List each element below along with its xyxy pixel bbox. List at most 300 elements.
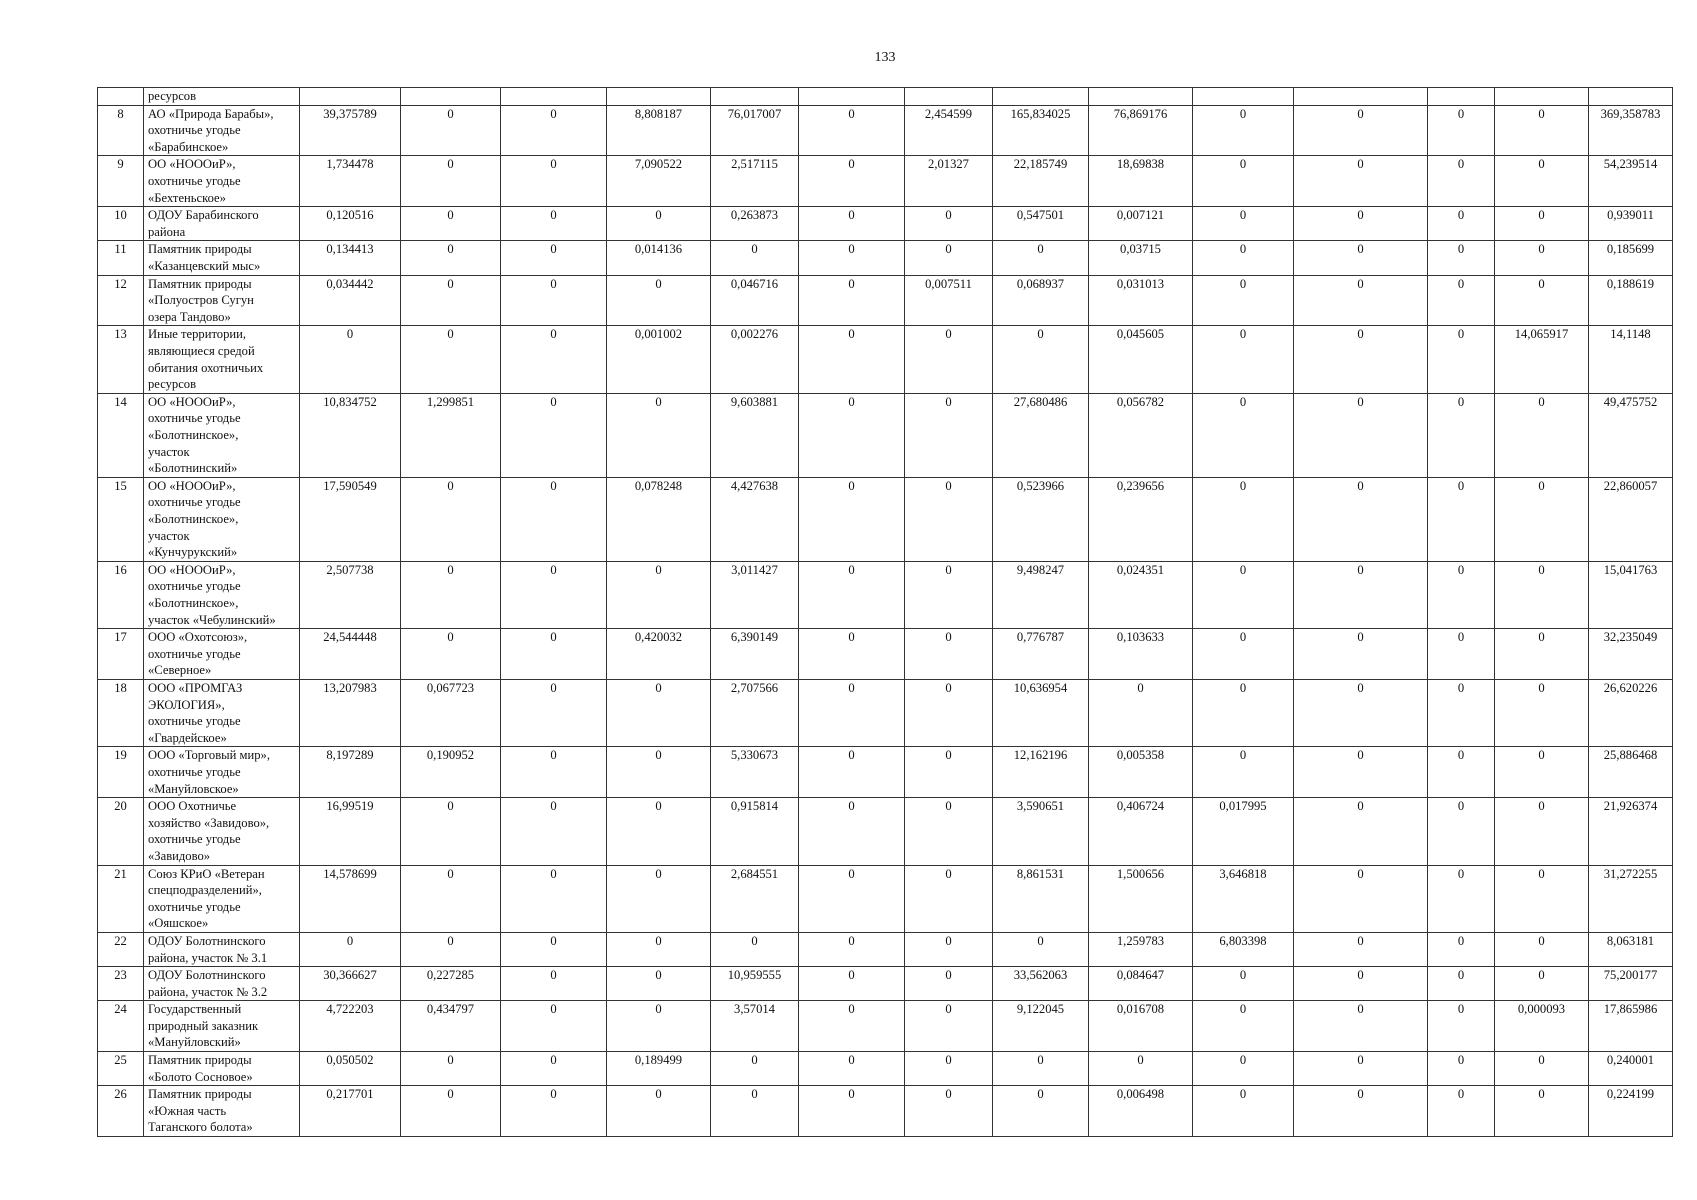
value-cell: 0 <box>1193 105 1294 156</box>
value-cell: 9,603881 <box>711 393 799 477</box>
value-cell: 0 <box>1428 1086 1495 1137</box>
value-cell: 0 <box>1495 629 1589 680</box>
value-cell: 0 <box>799 679 905 746</box>
value-cell: 10,636954 <box>993 679 1089 746</box>
value-cell: 0 <box>1495 747 1589 798</box>
territory-name-line: ООО Охотничье <box>148 799 237 814</box>
value-cell: 0 <box>1495 679 1589 746</box>
value-cell: 0 <box>905 629 993 680</box>
value-cell: 0 <box>1428 932 1495 966</box>
value-cell: 0 <box>1428 105 1495 156</box>
value-cell: 0 <box>711 1052 799 1086</box>
territory-name-cell <box>144 477 300 561</box>
value-cell: 0 <box>401 156 501 207</box>
value-cell: 0 <box>501 967 607 1001</box>
value-cell <box>799 88 905 106</box>
value-cell: 0 <box>607 561 711 628</box>
value-cell: 0,227285 <box>401 967 501 1001</box>
table-row <box>98 326 1673 393</box>
value-cell: 0 <box>607 865 711 932</box>
value-cell: 0,189499 <box>607 1052 711 1086</box>
row-number-cell <box>98 88 144 106</box>
territory-name-line: ООО «Торговый мир», <box>148 748 270 763</box>
value-cell: 0,915814 <box>711 798 799 865</box>
value-cell: 0 <box>1294 477 1428 561</box>
value-cell: 0 <box>993 326 1089 393</box>
value-cell: 7,090522 <box>607 156 711 207</box>
territory-name-line: «Завидово» <box>148 848 211 863</box>
value-cell: 0 <box>711 241 799 275</box>
value-cell: 24,544448 <box>300 629 401 680</box>
value-cell: 17,590549 <box>300 477 401 561</box>
value-cell: 165,834025 <box>993 105 1089 156</box>
value-cell: 0 <box>799 477 905 561</box>
territory-name-line: ОО «НОООиР», <box>148 157 236 172</box>
territory-name-line: «Южная часть <box>148 1103 227 1118</box>
value-cell <box>1495 88 1589 106</box>
row-number-cell: 19 <box>98 747 144 798</box>
territory-name-line: являющиеся средой <box>148 343 255 358</box>
value-cell: 0,190952 <box>401 747 501 798</box>
value-cell <box>1428 88 1495 106</box>
value-cell: 0 <box>1193 275 1294 326</box>
row-number-cell: 20 <box>98 798 144 865</box>
territory-name-line: охотничье угодье <box>148 411 241 426</box>
value-cell: 0 <box>501 393 607 477</box>
territory-name-cell <box>144 156 300 207</box>
value-cell: 0 <box>401 561 501 628</box>
value-cell: 0 <box>799 241 905 275</box>
value-cell: 0 <box>1428 1052 1495 1086</box>
value-cell: 0,045605 <box>1089 326 1193 393</box>
value-cell: 0 <box>1495 393 1589 477</box>
value-cell: 0 <box>401 798 501 865</box>
value-cell: 0 <box>905 865 993 932</box>
value-cell: 0,120516 <box>300 207 401 241</box>
value-cell: 2,507738 <box>300 561 401 628</box>
value-cell: 0 <box>1294 241 1428 275</box>
value-cell: 0 <box>607 207 711 241</box>
table-row <box>98 241 1673 275</box>
total-cell <box>1589 88 1673 106</box>
value-cell: 9,498247 <box>993 561 1089 628</box>
value-cell: 0 <box>1294 629 1428 680</box>
value-cell: 0 <box>501 679 607 746</box>
value-cell: 76,869176 <box>1089 105 1193 156</box>
value-cell: 0 <box>1294 326 1428 393</box>
value-cell: 0,016708 <box>1089 1001 1193 1052</box>
row-number-cell: 8 <box>98 105 144 156</box>
value-cell: 0 <box>1495 932 1589 966</box>
value-cell: 0,078248 <box>607 477 711 561</box>
value-cell: 0 <box>501 1052 607 1086</box>
value-cell: 0 <box>1495 156 1589 207</box>
value-cell: 2,707566 <box>711 679 799 746</box>
total-cell: 0,224199 <box>1589 1086 1673 1137</box>
territory-name-line: ресурсов <box>148 377 197 392</box>
value-cell: 0 <box>1294 967 1428 1001</box>
value-cell <box>1294 88 1428 106</box>
value-cell: 0 <box>799 629 905 680</box>
value-cell: 0 <box>1495 1086 1589 1137</box>
table-row <box>98 932 1673 966</box>
territory-name-cell <box>144 679 300 746</box>
territory-name-line: охотничье угодье <box>148 495 241 510</box>
value-cell: 0 <box>1294 393 1428 477</box>
row-number-cell: 12 <box>98 275 144 326</box>
territory-name-cell <box>144 88 300 106</box>
value-cell: 0 <box>905 241 993 275</box>
value-cell: 0 <box>1428 477 1495 561</box>
value-cell: 0,239656 <box>1089 477 1193 561</box>
value-cell: 0 <box>905 932 993 966</box>
value-cell: 0 <box>1428 967 1495 1001</box>
value-cell: 0 <box>401 865 501 932</box>
territory-name-line: ресурсов <box>148 89 197 103</box>
row-number-cell: 17 <box>98 629 144 680</box>
territory-name-cell <box>144 1086 300 1137</box>
territory-name-line: ОО «НОООиР», <box>148 394 236 409</box>
value-cell: 2,517115 <box>711 156 799 207</box>
value-cell: 0,523966 <box>993 477 1089 561</box>
value-cell: 0 <box>905 207 993 241</box>
value-cell: 14,065917 <box>1495 326 1589 393</box>
territory-name-line: охотничье угодье <box>148 714 241 729</box>
value-cell: 0,420032 <box>607 629 711 680</box>
value-cell: 0,103633 <box>1089 629 1193 680</box>
value-cell: 0 <box>1193 629 1294 680</box>
value-cell: 0,406724 <box>1089 798 1193 865</box>
value-cell: 0 <box>501 1086 607 1137</box>
value-cell: 0 <box>401 326 501 393</box>
value-cell: 0,776787 <box>993 629 1089 680</box>
value-cell: 0 <box>799 207 905 241</box>
value-cell: 0 <box>1193 241 1294 275</box>
table-row <box>98 156 1673 207</box>
table-row <box>98 275 1673 326</box>
territory-name-line: района <box>148 224 186 239</box>
territory-name-cell <box>144 967 300 1001</box>
total-cell: 0,188619 <box>1589 275 1673 326</box>
value-cell: 0 <box>300 932 401 966</box>
value-cell: 0 <box>1294 865 1428 932</box>
table-row <box>98 629 1673 680</box>
value-cell: 0 <box>607 932 711 966</box>
row-number-cell: 14 <box>98 393 144 477</box>
table-row <box>98 865 1673 932</box>
value-cell: 0 <box>300 326 401 393</box>
value-cell: 0,024351 <box>1089 561 1193 628</box>
table-row <box>98 747 1673 798</box>
value-cell: 0 <box>1089 1052 1193 1086</box>
total-cell: 75,200177 <box>1589 967 1673 1001</box>
territory-name-cell <box>144 207 300 241</box>
value-cell: 8,861531 <box>993 865 1089 932</box>
value-cell: 0 <box>607 393 711 477</box>
value-cell: 0 <box>1193 393 1294 477</box>
table-row <box>98 88 1673 106</box>
value-cell: 0 <box>993 1052 1089 1086</box>
value-cell: 0 <box>1495 967 1589 1001</box>
row-number-cell: 15 <box>98 477 144 561</box>
territory-name-line: ОДОУ Болотнинского <box>148 968 266 983</box>
value-cell: 0 <box>1294 561 1428 628</box>
total-cell: 31,272255 <box>1589 865 1673 932</box>
value-cell: 0 <box>501 798 607 865</box>
value-cell: 0 <box>799 275 905 326</box>
table-row <box>98 477 1673 561</box>
value-cell: 0 <box>401 105 501 156</box>
value-cell: 0,434797 <box>401 1001 501 1052</box>
value-cell: 0,000093 <box>1495 1001 1589 1052</box>
table-row <box>98 105 1673 156</box>
territory-name-line: АО «Природа Барабы», <box>148 106 274 121</box>
value-cell: 0 <box>1193 1052 1294 1086</box>
territory-name-line: ООО «ПРОМГАЗ <box>148 680 243 695</box>
value-cell: 0 <box>401 241 501 275</box>
value-cell <box>1089 88 1193 106</box>
row-number-cell: 10 <box>98 207 144 241</box>
value-cell: 39,375789 <box>300 105 401 156</box>
territory-name-line: ЭКОЛОГИЯ», <box>148 697 225 712</box>
territory-name-line: охотничье угодье <box>148 832 241 847</box>
total-cell: 54,239514 <box>1589 156 1673 207</box>
row-number-cell: 13 <box>98 326 144 393</box>
value-cell <box>711 88 799 106</box>
territory-name-line: охотничье угодье <box>148 646 241 661</box>
page-number: 133 <box>874 50 896 65</box>
table-row <box>98 1001 1673 1052</box>
value-cell: 0 <box>905 477 993 561</box>
total-cell: 49,475752 <box>1589 393 1673 477</box>
territory-name-line: Памятник природы <box>148 276 252 291</box>
territory-name-line: охотничье угодье <box>148 764 241 779</box>
territory-name-line: «Болото Сосновое» <box>148 1069 253 1084</box>
value-cell: 5,330673 <box>711 747 799 798</box>
row-number-cell: 24 <box>98 1001 144 1052</box>
value-cell: 0 <box>501 477 607 561</box>
value-cell: 0 <box>1193 967 1294 1001</box>
territory-name-line: «Болотнинский» <box>148 461 238 476</box>
table-body <box>98 88 1673 1137</box>
territory-name-line: «Казанцевский мыс» <box>148 258 261 273</box>
value-cell: 0,006498 <box>1089 1086 1193 1137</box>
value-cell: 0,001002 <box>607 326 711 393</box>
total-cell: 17,865986 <box>1589 1001 1673 1052</box>
value-cell: 0 <box>501 241 607 275</box>
value-cell: 0 <box>799 798 905 865</box>
value-cell: 0 <box>501 1001 607 1052</box>
value-cell: 1,259783 <box>1089 932 1193 966</box>
value-cell: 13,207983 <box>300 679 401 746</box>
total-cell: 14,1148 <box>1589 326 1673 393</box>
value-cell: 0 <box>1495 275 1589 326</box>
value-cell: 0 <box>501 629 607 680</box>
value-cell: 8,197289 <box>300 747 401 798</box>
territory-name-cell <box>144 747 300 798</box>
territory-name-line: спецподразделений», <box>148 883 262 898</box>
territory-name-line: «Полуостров Сугун <box>148 293 254 308</box>
row-number-cell: 11 <box>98 241 144 275</box>
territory-name-line: Иные территории, <box>148 327 247 342</box>
value-cell: 0 <box>1428 207 1495 241</box>
value-cell: 0 <box>1495 1052 1589 1086</box>
territory-name-line: ОО «НОООиР», <box>148 562 236 577</box>
value-cell: 0 <box>1428 561 1495 628</box>
table-row <box>98 679 1673 746</box>
value-cell: 0 <box>799 865 905 932</box>
value-cell: 0 <box>1193 1086 1294 1137</box>
value-cell <box>300 88 401 106</box>
territory-name-line: Таганского болота» <box>148 1120 253 1135</box>
value-cell: 0,134413 <box>300 241 401 275</box>
value-cell: 1,734478 <box>300 156 401 207</box>
row-number-cell: 26 <box>98 1086 144 1137</box>
total-cell: 15,041763 <box>1589 561 1673 628</box>
value-cell: 3,011427 <box>711 561 799 628</box>
value-cell: 2,01327 <box>905 156 993 207</box>
value-cell: 0,263873 <box>711 207 799 241</box>
territory-name-line: охотничье угодье <box>148 579 241 594</box>
value-cell: 2,684551 <box>711 865 799 932</box>
value-cell: 0 <box>993 241 1089 275</box>
territory-name-cell <box>144 1001 300 1052</box>
value-cell: 0,217701 <box>300 1086 401 1137</box>
territory-name-cell <box>144 798 300 865</box>
value-cell: 0 <box>1495 865 1589 932</box>
value-cell: 0 <box>1428 326 1495 393</box>
territory-name-line: природный заказник <box>148 1018 259 1033</box>
value-cell: 0 <box>1193 477 1294 561</box>
value-cell: 0 <box>799 1052 905 1086</box>
total-cell: 0,939011 <box>1589 207 1673 241</box>
territory-name-line: ОДОУ Барабинского <box>148 208 259 223</box>
value-cell: 0 <box>711 932 799 966</box>
value-cell: 1,500656 <box>1089 865 1193 932</box>
table-row <box>98 393 1673 477</box>
value-cell: 0 <box>607 679 711 746</box>
value-cell: 30,366627 <box>300 967 401 1001</box>
territory-name-cell <box>144 241 300 275</box>
territory-name-line: обитания охотничьих <box>148 360 264 375</box>
territory-name-line: «Кунчурукский» <box>148 545 238 560</box>
table-row <box>98 1052 1673 1086</box>
value-cell: 0 <box>1428 679 1495 746</box>
table-row <box>98 967 1673 1001</box>
territory-name-line: района, участок № 3.1 <box>148 950 268 965</box>
value-cell: 0 <box>501 932 607 966</box>
territory-name-cell <box>144 326 300 393</box>
value-cell: 0,034442 <box>300 275 401 326</box>
value-cell: 0 <box>501 865 607 932</box>
value-cell: 0 <box>799 747 905 798</box>
value-cell: 0,007511 <box>905 275 993 326</box>
value-cell: 33,562063 <box>993 967 1089 1001</box>
value-cell: 0 <box>501 156 607 207</box>
table-row <box>98 207 1673 241</box>
row-number-cell: 25 <box>98 1052 144 1086</box>
value-cell: 0 <box>1294 932 1428 966</box>
value-cell: 18,69838 <box>1089 156 1193 207</box>
value-cell: 10,834752 <box>300 393 401 477</box>
territory-name-line: «Мануйловское» <box>148 781 239 796</box>
value-cell: 6,390149 <box>711 629 799 680</box>
row-number-cell: 18 <box>98 679 144 746</box>
value-cell: 0 <box>501 105 607 156</box>
value-cell: 0 <box>711 1086 799 1137</box>
row-number-cell: 21 <box>98 865 144 932</box>
value-cell: 0,014136 <box>607 241 711 275</box>
value-cell: 0 <box>1193 1001 1294 1052</box>
value-cell: 1,299851 <box>401 393 501 477</box>
territory-name-line: ОО «НОООиР», <box>148 478 236 493</box>
territory-name-line: «Бехтеньское» <box>148 190 226 205</box>
value-cell: 0 <box>799 1001 905 1052</box>
total-cell: 25,886468 <box>1589 747 1673 798</box>
territory-name-cell <box>144 1052 300 1086</box>
value-cell: 10,959555 <box>711 967 799 1001</box>
value-cell: 0 <box>799 326 905 393</box>
row-number-cell: 9 <box>98 156 144 207</box>
value-cell: 0 <box>1294 1001 1428 1052</box>
value-cell: 0 <box>1428 629 1495 680</box>
territory-name-line: хозяйство «Завидово», <box>148 815 270 830</box>
territory-name-line: «Болотнинское», <box>148 427 239 442</box>
value-cell: 0 <box>401 207 501 241</box>
value-cell: 0 <box>501 561 607 628</box>
territory-name-cell <box>144 393 300 477</box>
value-cell: 0 <box>401 477 501 561</box>
value-cell: 0 <box>905 798 993 865</box>
value-cell: 0 <box>1428 747 1495 798</box>
value-cell: 3,646818 <box>1193 865 1294 932</box>
value-cell: 0 <box>1089 679 1193 746</box>
territory-name-line: Памятник природы <box>148 1053 252 1068</box>
value-cell: 0 <box>905 561 993 628</box>
value-cell: 0 <box>993 1086 1089 1137</box>
territory-name-line: «Болотнинское», <box>148 511 239 526</box>
value-cell <box>607 88 711 106</box>
value-cell: 6,803398 <box>1193 932 1294 966</box>
value-cell: 0 <box>1428 393 1495 477</box>
value-cell: 0 <box>1495 241 1589 275</box>
territory-name-line: ОДОУ Болотнинского <box>148 933 266 948</box>
value-cell: 0 <box>1428 241 1495 275</box>
total-cell: 32,235049 <box>1589 629 1673 680</box>
territory-name-line: Государственный <box>148 1002 242 1017</box>
value-cell: 0 <box>501 747 607 798</box>
value-cell: 0 <box>401 275 501 326</box>
value-cell: 14,578699 <box>300 865 401 932</box>
territory-name-line: «Северное» <box>148 663 212 678</box>
value-cell: 0 <box>607 967 711 1001</box>
value-cell: 3,590651 <box>993 798 1089 865</box>
value-cell: 12,162196 <box>993 747 1089 798</box>
value-cell: 0 <box>1193 747 1294 798</box>
territory-name-cell <box>144 932 300 966</box>
value-cell: 0 <box>1495 105 1589 156</box>
territory-name-line: озера Тандово» <box>148 309 231 324</box>
value-cell: 0,547501 <box>993 207 1089 241</box>
value-cell: 0 <box>1294 679 1428 746</box>
value-cell: 0,067723 <box>401 679 501 746</box>
value-cell: 0 <box>1428 275 1495 326</box>
territory-name-cell <box>144 629 300 680</box>
value-cell: 0 <box>607 1001 711 1052</box>
value-cell: 0 <box>905 1052 993 1086</box>
value-cell: 0 <box>1193 156 1294 207</box>
value-cell: 0,007121 <box>1089 207 1193 241</box>
